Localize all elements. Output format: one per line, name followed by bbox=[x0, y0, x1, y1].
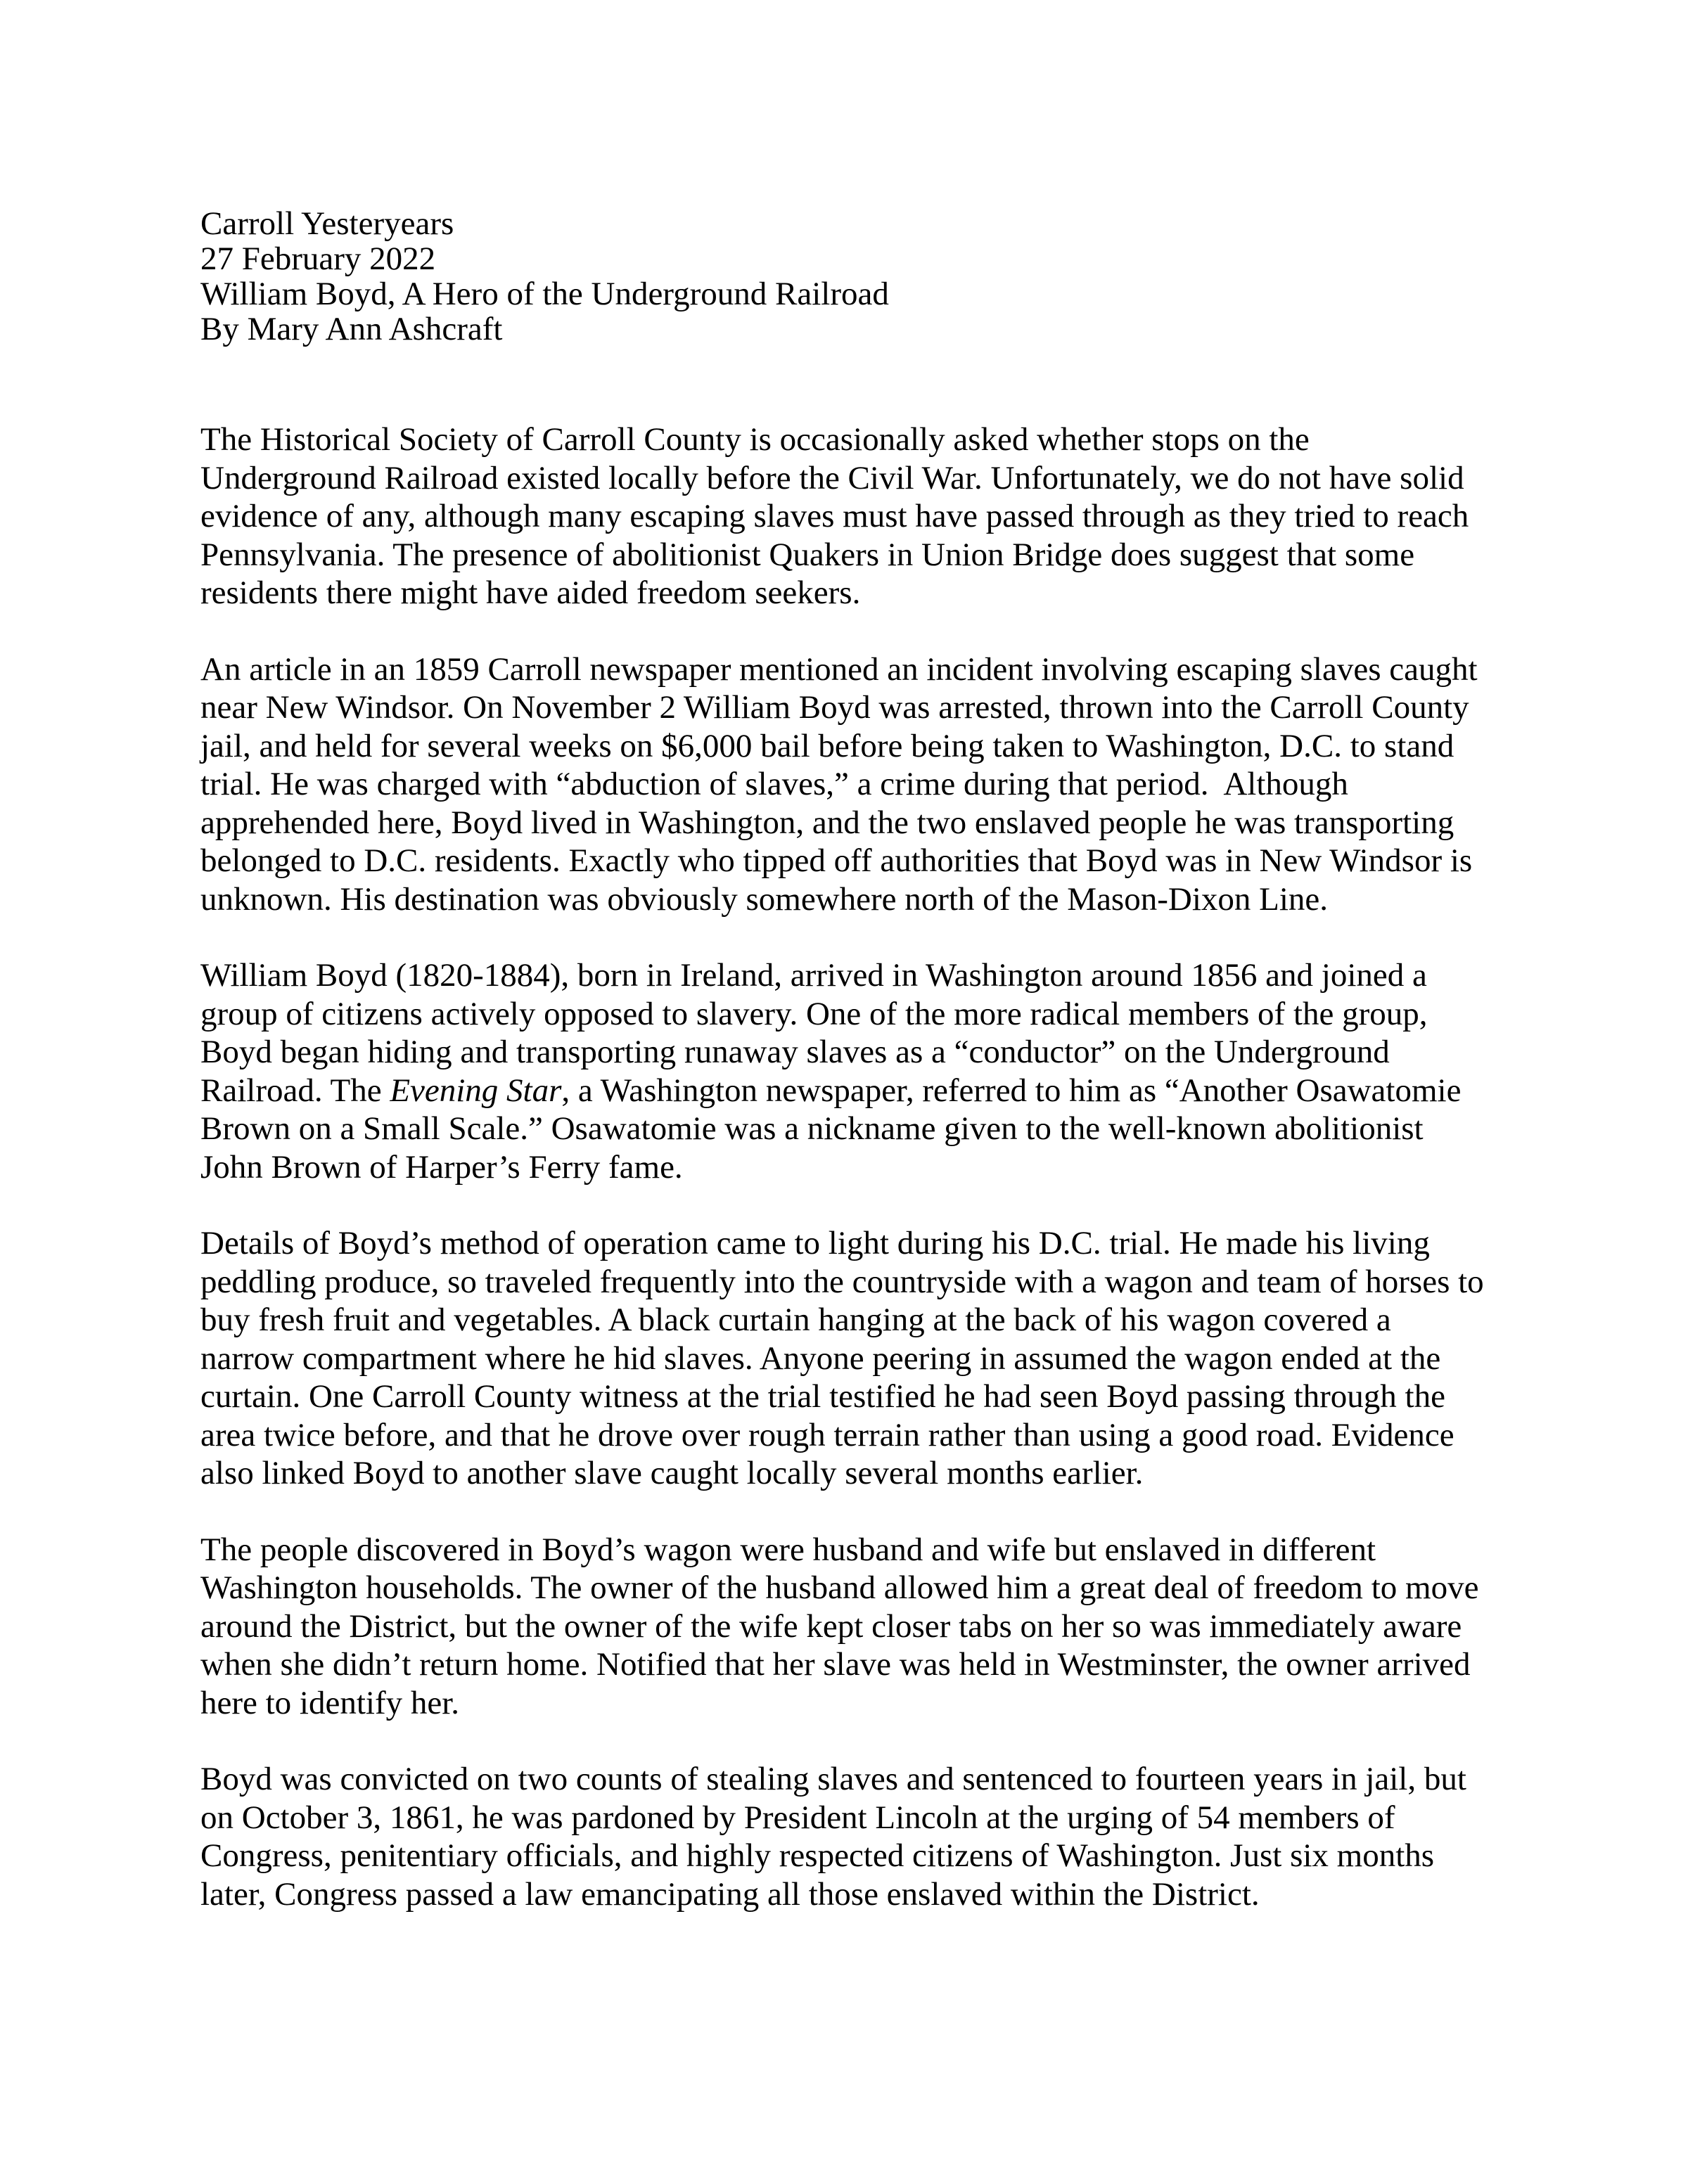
paragraph-5 bbox=[200, 1531, 1491, 1723]
article-body bbox=[200, 420, 1491, 1913]
paragraph-2 bbox=[200, 650, 1491, 919]
text-run-italic-newspaper-name: Evening Star bbox=[390, 1072, 562, 1109]
header-line-article-title: William Boyd, A Hero of the Underground Railroad bbox=[200, 276, 889, 312]
paragraph-6 bbox=[200, 1760, 1491, 1913]
paragraph-1 bbox=[200, 420, 1491, 612]
text-run: An article in an 1859 Carroll newspaper mentioned an incident involving escaping slaves caught near New Windsor. On November 2 William Boyd was arrested, thrown into the Carroll County jail, and held for several weeks on $6,000 bail before being taken to Washington, D.C. to stand trial. He was charged with “abduction of slaves,” a crime during that period. Although apprehended here, Boyd lived in Washington, and the two enslaved people he was transporting belonged to D.C. residents. Exactly who tipped off authorities that Boyd was in New Windsor is unknown. His destination was obviously somewhere north of the Mason-Dixon Line. bbox=[200, 650, 1486, 918]
paragraph-4 bbox=[200, 1224, 1491, 1493]
header-line-byline: By Mary Ann Ashcraft bbox=[200, 311, 503, 347]
header-line-title: Carroll Yesteryears bbox=[200, 205, 454, 242]
text-run: Details of Boyd’s method of operation came to light during his D.C. trial. He made his living peddling produce, so traveled frequently into the countryside with a wagon and team of horses to buy fresh fruit and vegetables. A black curtain hanging at the back of his wagon covered a narrow compartment where he hid slaves. Anyone peering in assumed the wagon ended at the curtain. One Carroll County witness at the trial testified he had seen Boyd passing through the area twice before, and that he drove over rough terrain rather than using a good road. Evidence also linked Boyd to another slave caught locally several months earlier. bbox=[200, 1225, 1492, 1491]
document-header bbox=[200, 206, 1491, 347]
text-run: Boyd was convicted on two counts of stealing slaves and sentenced to fourteen years in jail, but on October 3, 1861, he was pardoned by President Lincoln at the urging of 54 members of Congress, penitentiary officials, and highly respected citizens of Washington. Just six months later, Congress passed a law emancipating all those enslaved within the District. bbox=[200, 1761, 1475, 1913]
text-run: , a Washington newspaper, referred to him as “Another Osawatomie Brown on a Small Scale.” Osawatomie was a nickname given to the well-known abolitionist John Brown of Harper’s Ferry fame. bbox=[200, 1072, 1470, 1186]
paragraph-3 bbox=[200, 956, 1491, 1186]
text-run: The Historical Society of Carroll County is occasionally asked whether stops on the Underground Railroad existed locally before the Civil War. Unfortunately, we do not have solid evidence of any, although many escaping slaves must have passed through as they tried to reach Pennsylvania. The presence of abolitionist Quakers in Union Bridge does suggest that some residents there might have aided freedom seekers. bbox=[200, 421, 1478, 611]
text-run: The people discovered in Boyd’s wagon were husband and wife but enslaved in different Washington households. The owner of the husband allowed him a great deal of freedom to move around the District, but the owner of the wife kept closer tabs on her so was immediately aware when she didn’t return home. Notified that her slave was held in Westminster, the owner arrived here to identify her. bbox=[200, 1531, 1488, 1721]
header-line-date: 27 February 2022 bbox=[200, 240, 436, 277]
text-run: William Boyd (1820-1884), born in Ireland, arrived in Washington around 1856 and joined a group of citizens actively opposed to slavery. One of the more radical members of the group, Boyd began hiding and transporting runaway slaves as a “conductor” on the Underground Railroad. The bbox=[200, 957, 1436, 1109]
